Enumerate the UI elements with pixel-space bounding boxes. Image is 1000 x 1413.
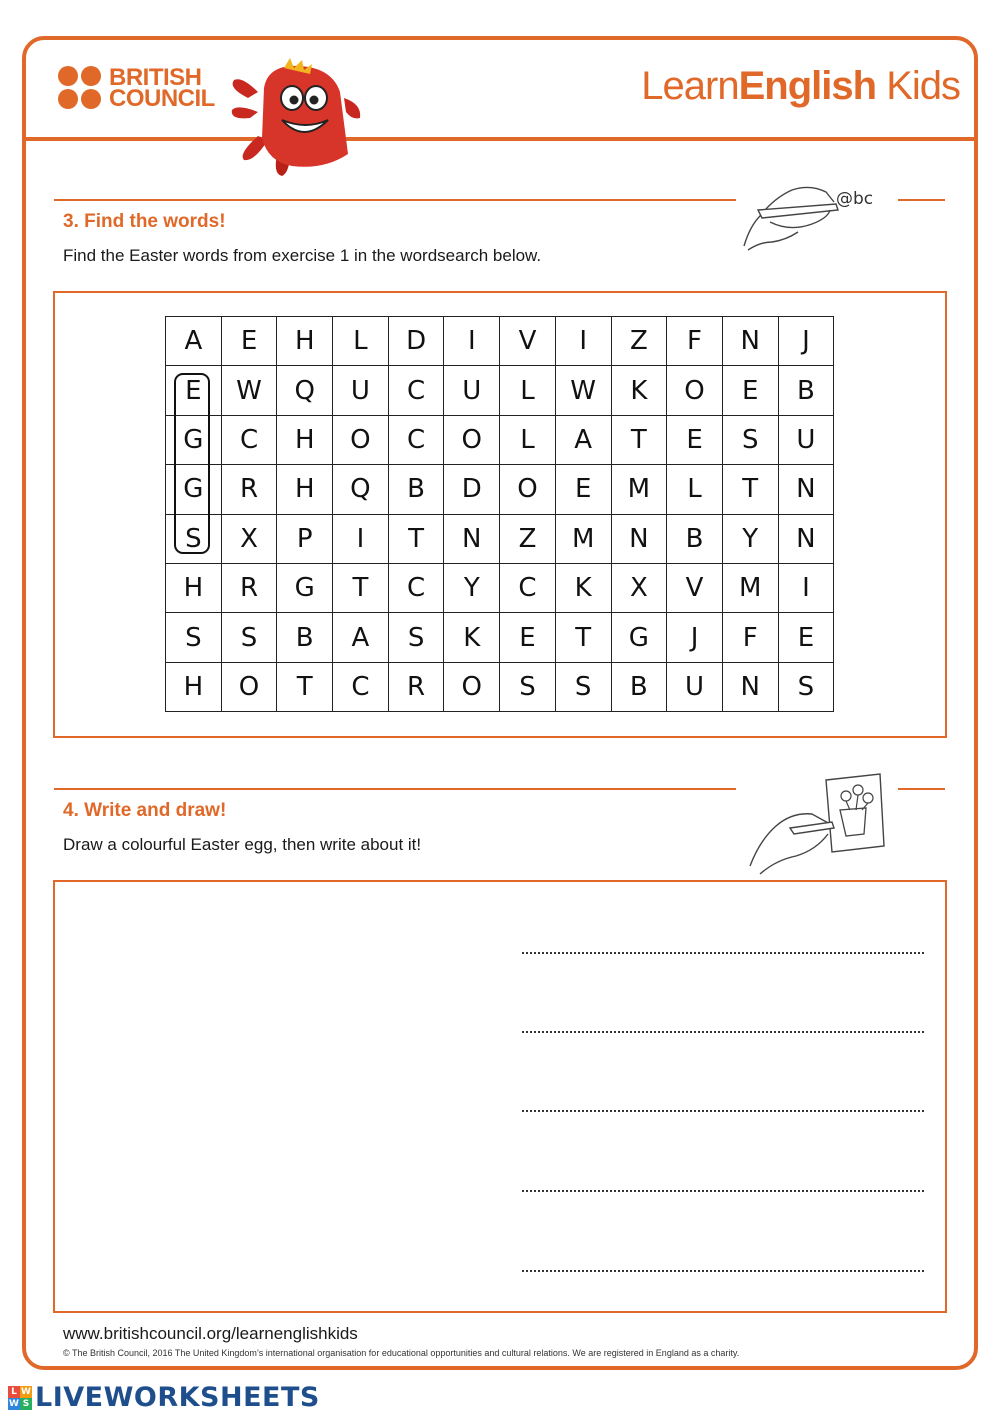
grid-cell[interactable]: X — [221, 514, 277, 563]
brand-line-2: COUNCIL — [109, 84, 215, 112]
grid-cell[interactable]: U — [778, 415, 834, 464]
grid-cell[interactable]: H — [166, 563, 222, 612]
grid-cell[interactable]: K — [444, 613, 500, 662]
grid-row — [166, 366, 834, 415]
grid-cell[interactable]: O — [221, 662, 277, 711]
grid-cell[interactable]: P — [277, 514, 333, 563]
badge-letter: W — [9, 1398, 19, 1409]
section4-rule-end — [898, 788, 945, 790]
grid-cell[interactable]: S — [500, 662, 556, 711]
grid-cell[interactable]: A — [555, 415, 611, 464]
grid-cell[interactable]: E — [500, 613, 556, 662]
grid-cell[interactable]: J — [778, 317, 834, 366]
footer-url: www.britishcouncil.org/learnenglishkids — [63, 1324, 358, 1343]
grid-cell[interactable]: F — [667, 317, 723, 366]
grid-cell[interactable]: R — [221, 465, 277, 514]
grid-cell[interactable]: W — [221, 366, 277, 415]
grid-cell[interactable]: K — [555, 563, 611, 612]
abc-text: @bc — [836, 189, 874, 209]
grid-cell[interactable]: E — [166, 366, 222, 415]
grid-cell[interactable]: C — [500, 563, 556, 612]
grid-cell[interactable]: B — [388, 465, 444, 514]
grid-cell[interactable]: M — [555, 514, 611, 563]
grid-row — [166, 514, 834, 563]
grid-cell[interactable]: N — [722, 662, 778, 711]
grid-cell[interactable]: G — [611, 613, 667, 662]
grid-cell[interactable]: T — [333, 563, 389, 612]
grid-cell[interactable]: C — [388, 563, 444, 612]
grid-cell[interactable]: T — [611, 415, 667, 464]
grid-cell[interactable]: D — [388, 317, 444, 366]
section4-rule — [54, 788, 736, 790]
writing-line[interactable] — [522, 1190, 924, 1192]
grid-cell[interactable]: Y — [444, 563, 500, 612]
section3-rule-end — [898, 199, 945, 201]
badge-letter: W — [21, 1386, 31, 1397]
grid-cell[interactable]: Z — [500, 514, 556, 563]
grid-row — [166, 563, 834, 612]
grid-cell[interactable]: Q — [277, 366, 333, 415]
badge-letter: L — [8, 1386, 20, 1398]
grid-cell[interactable]: O — [444, 662, 500, 711]
grid-cell[interactable]: S — [221, 613, 277, 662]
grid-cell[interactable]: E — [221, 317, 277, 366]
grid-cell[interactable]: V — [500, 317, 556, 366]
logo-kids: Kids — [886, 64, 960, 108]
grid-cell[interactable]: D — [444, 465, 500, 514]
grid-cell[interactable]: L — [333, 317, 389, 366]
grid-cell[interactable]: I — [444, 317, 500, 366]
grid-row — [166, 415, 834, 464]
section4-instruction: Draw a colourful Easter egg, then write about it! — [63, 835, 422, 854]
badge-letter: S — [20, 1398, 32, 1410]
grid-cell[interactable]: E — [778, 613, 834, 662]
grid-cell[interactable]: U — [667, 662, 723, 711]
grid-row — [166, 465, 834, 514]
grid-cell[interactable]: N — [778, 465, 834, 514]
grid-cell[interactable]: N — [611, 514, 667, 563]
grid-cell[interactable]: E — [722, 366, 778, 415]
grid-cell[interactable]: C — [333, 662, 389, 711]
grid-cell[interactable]: G — [277, 563, 333, 612]
section3-title: 3. Find the words! — [63, 211, 226, 232]
grid-cell[interactable]: O — [500, 465, 556, 514]
grid-cell[interactable]: B — [778, 366, 834, 415]
grid-cell[interactable]: U — [444, 366, 500, 415]
grid-cell[interactable]: S — [388, 613, 444, 662]
grid-cell[interactable]: H — [166, 662, 222, 711]
grid-cell[interactable]: G — [166, 465, 222, 514]
grid-cell[interactable]: N — [444, 514, 500, 563]
grid-cell[interactable]: B — [277, 613, 333, 662]
grid-cell[interactable]: F — [722, 613, 778, 662]
writing-line[interactable] — [522, 952, 924, 954]
found-word-circle — [174, 373, 210, 554]
grid-cell[interactable]: O — [667, 366, 723, 415]
section3-rule — [54, 199, 736, 201]
writing-line[interactable] — [522, 1110, 924, 1112]
british-council-logo — [58, 63, 215, 112]
grid-cell[interactable]: X — [611, 563, 667, 612]
grid-cell[interactable]: H — [277, 465, 333, 514]
section4-title: 4. Write and draw! — [63, 800, 227, 821]
grid-cell[interactable]: S — [722, 415, 778, 464]
learnenglish-kids-logo — [641, 64, 960, 109]
writing-line[interactable] — [522, 1031, 924, 1033]
grid-cell[interactable]: R — [388, 662, 444, 711]
grid-cell[interactable]: O — [333, 415, 389, 464]
grid-row — [166, 613, 834, 662]
grid-cell[interactable]: Y — [722, 514, 778, 563]
grid-cell[interactable]: I — [555, 317, 611, 366]
grid-cell[interactable]: N — [722, 317, 778, 366]
grid-cell[interactable]: B — [667, 514, 723, 563]
draw-write-box[interactable] — [53, 880, 947, 1313]
grid-cell[interactable]: B — [611, 662, 667, 711]
grid-cell[interactable]: N — [778, 514, 834, 563]
grid-cell[interactable]: W — [555, 366, 611, 415]
grid-cell[interactable]: S — [166, 613, 222, 662]
brand-line-1: BRITISH — [109, 63, 202, 91]
grid-cell[interactable]: G — [166, 415, 222, 464]
grid-cell[interactable]: R — [221, 563, 277, 612]
drawing-hand-icon — [746, 770, 886, 876]
grid-cell[interactable]: T — [388, 514, 444, 563]
grid-cell[interactable]: C — [388, 415, 444, 464]
liveworksheets-badge-icon — [8, 1386, 32, 1410]
grid-row — [166, 662, 834, 711]
grid-cell[interactable]: E — [667, 415, 723, 464]
grid-cell[interactable]: S — [166, 514, 222, 563]
grid-cell[interactable]: I — [778, 563, 834, 612]
grid-cell[interactable]: S — [555, 662, 611, 711]
grid-cell[interactable]: L — [667, 465, 723, 514]
grid-cell[interactable]: M — [722, 563, 778, 612]
grid-cell[interactable]: O — [444, 415, 500, 464]
grid-cell[interactable]: V — [667, 563, 723, 612]
grid-cell[interactable]: A — [333, 613, 389, 662]
grid-cell[interactable]: M — [611, 465, 667, 514]
grid-cell[interactable]: T — [277, 662, 333, 711]
liveworksheets-text: LIVEWORKSHEETS — [35, 1382, 320, 1413]
grid-cell[interactable]: K — [611, 366, 667, 415]
grid-cell[interactable]: H — [277, 317, 333, 366]
grid-cell[interactable]: E — [555, 465, 611, 514]
grid-cell[interactable]: J — [667, 613, 723, 662]
grid-cell[interactable]: I — [333, 514, 389, 563]
grid-cell[interactable]: T — [722, 465, 778, 514]
logo-learn: Learn — [641, 64, 739, 108]
grid-row — [166, 317, 834, 366]
footer-copyright: © The British Council, 2016 The United Kingdom’s international organisation for educational opportunities and cultural relations. We are registered in England as a charity. — [63, 1348, 740, 1358]
writing-line[interactable] — [522, 1270, 924, 1272]
grid-cell[interactable]: L — [500, 366, 556, 415]
header-divider — [24, 137, 976, 141]
monster-mascot-icon — [228, 58, 368, 178]
grid-cell[interactable]: A — [166, 317, 222, 366]
section3-instruction: Find the Easter words from exercise 1 in the wordsearch below. — [63, 246, 542, 265]
grid-cell[interactable]: S — [778, 662, 834, 711]
writing-hand-icon — [740, 176, 900, 252]
wordsearch-grid — [165, 316, 834, 712]
grid-cell[interactable]: Z — [611, 317, 667, 366]
grid-cell[interactable]: C — [388, 366, 444, 415]
grid-cell[interactable]: C — [221, 415, 277, 464]
grid-cell[interactable]: T — [555, 613, 611, 662]
grid-cell[interactable]: L — [500, 415, 556, 464]
liveworksheets-logo — [8, 1382, 320, 1413]
logo-english: English — [738, 64, 877, 108]
grid-cell[interactable]: Q — [333, 465, 389, 514]
grid-cell[interactable]: H — [277, 415, 333, 464]
grid-cell[interactable]: U — [333, 366, 389, 415]
british-council-dots-icon — [58, 66, 101, 109]
